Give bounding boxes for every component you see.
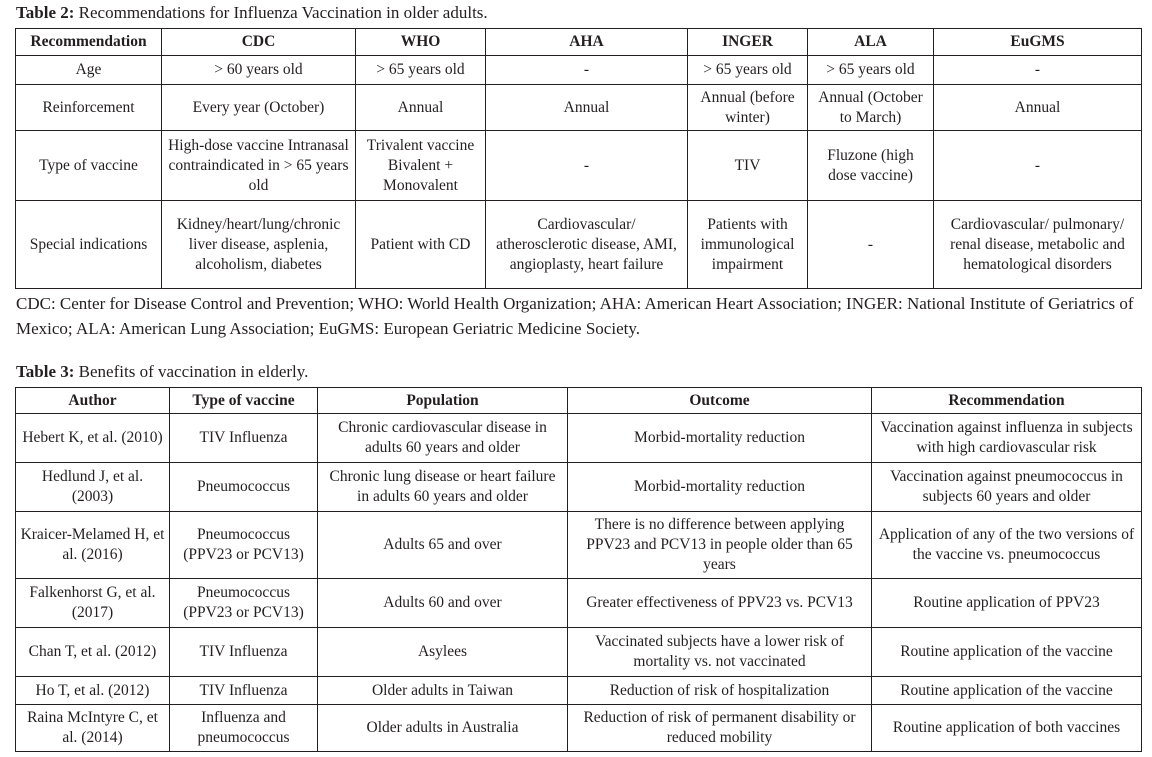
table3-cell: Routine application of the vaccine <box>872 677 1142 705</box>
table2-cell: - <box>486 56 688 85</box>
table3-header-row <box>16 388 1142 414</box>
table3-cell: Falkenhorst G, et al. (2017) <box>16 579 170 628</box>
table3-cell: Adults 60 and over <box>318 579 568 628</box>
table2-cell: - <box>934 56 1142 85</box>
table3-cell: Pneumococcus (PPV23 or PCV13) <box>170 579 318 628</box>
table2-cell: - <box>808 201 934 289</box>
table3-header-cell: Recommendation <box>872 388 1142 414</box>
table2-cell: - <box>486 131 688 201</box>
table2-cell: Kidney/heart/lung/chronic liver disease, asplenia, alcoholism, diabetes <box>162 201 356 289</box>
table3-cell: Ho T, et al. (2012) <box>16 677 170 705</box>
table2-row <box>16 85 1142 131</box>
table2-cell: TIV <box>688 131 808 201</box>
table3-cell: Routine application of the vaccine <box>872 628 1142 677</box>
table3-row <box>16 705 1142 752</box>
table2-row <box>16 56 1142 85</box>
table3-row <box>16 512 1142 579</box>
table3-cell: Reduction of risk of hospitalization <box>568 677 872 705</box>
table2-header-cell: ALA <box>808 29 934 56</box>
table3-row <box>16 463 1142 512</box>
table3-row <box>16 579 1142 628</box>
table2-header-cell: EuGMS <box>934 29 1142 56</box>
table2-cell: > 60 years old <box>162 56 356 85</box>
table3-cell: Routine application of PPV23 <box>872 579 1142 628</box>
table2-cell: Annual <box>486 85 688 131</box>
table3-cell: Morbid-mortality reduction <box>568 463 872 512</box>
table3-header-cell: Type of vaccine <box>170 388 318 414</box>
table2-cell: Every year (October) <box>162 85 356 131</box>
table3-cell: Reduction of risk of permanent disability or reduced mobility <box>568 705 872 752</box>
table2-cell: Type of vaccine <box>16 131 162 201</box>
table3-cell: Vaccination against influenza in subjects with high cardiovascular risk <box>872 414 1142 463</box>
table2-cell: Special indications <box>16 201 162 289</box>
table3-cell: There is no difference between applying PPV23 and PCV13 in people older than 65 years <box>568 512 872 579</box>
table2-cell: Trivalent vaccine Bivalent + Monovalent <box>356 131 486 201</box>
table2-header-cell: INGER <box>688 29 808 56</box>
table2-cell: > 65 years old <box>808 56 934 85</box>
table2-cell: Cardiovascular/ pulmonary/ renal disease, metabolic and hematological disorders <box>934 201 1142 289</box>
table3-cell: Influenza and pneumococcus <box>170 705 318 752</box>
table2-caption <box>16 3 488 23</box>
table3-row <box>16 628 1142 677</box>
table2-header-cell: Recommendation <box>16 29 162 56</box>
table3-cell: Hebert K, et al. (2010) <box>16 414 170 463</box>
table2-cell: High-dose vaccine Intranasal contraindicated in > 65 years old <box>162 131 356 201</box>
table3-cell: Raina McIntyre C, et al. (2014) <box>16 705 170 752</box>
table3-cell: Chronic cardiovascular disease in adults 60 years and older <box>318 414 568 463</box>
table3-cell: Kraicer-Melamed H, et al. (2016) <box>16 512 170 579</box>
table3-cell: Chan T, et al. (2012) <box>16 628 170 677</box>
table3-cell: TIV Influenza <box>170 677 318 705</box>
table2-cell: Annual (October to March) <box>808 85 934 131</box>
table2-cell: Annual <box>934 85 1142 131</box>
table3-cell: TIV Influenza <box>170 414 318 463</box>
table2-cell: - <box>934 131 1142 201</box>
table3-caption <box>16 362 308 382</box>
table2-cell: Age <box>16 56 162 85</box>
table3-cell: Pneumococcus <box>170 463 318 512</box>
table2-header-cell: WHO <box>356 29 486 56</box>
table3-cell: Older adults in Australia <box>318 705 568 752</box>
table2-cell: Annual (before winter) <box>688 85 808 131</box>
table3-header-cell: Author <box>16 388 170 414</box>
table2-cell: Annual <box>356 85 486 131</box>
table2-footnote: CDC: Center for Disease Control and Prevention; WHO: World Health Organization; AHA: American Heart Association; INGER: National Institute of Geriatrics of Mexico; ALA: American Lung Association; EuGMS: European Geriatric Medicine Society. <box>16 294 1134 338</box>
table3-vaccination-benefits <box>15 387 1142 752</box>
table2-row <box>16 131 1142 201</box>
table2-caption-text: Recommendations for Influenza Vaccination in older adults. <box>74 3 488 22</box>
table3-cell: Routine application of both vaccines <box>872 705 1142 752</box>
table3-cell: Adults 65 and over <box>318 512 568 579</box>
table2-cell: Patient with CD <box>356 201 486 289</box>
table3-cell: Older adults in Taiwan <box>318 677 568 705</box>
table3-caption-text: Benefits of vaccination in elderly. <box>74 362 309 381</box>
table3-row <box>16 677 1142 705</box>
table3-cell: Vaccination against pneumococcus in subjects 60 years and older <box>872 463 1142 512</box>
table3-cell: Vaccinated subjects have a lower risk of mortality vs. not vaccinated <box>568 628 872 677</box>
table2-row <box>16 201 1142 289</box>
table2-cell: Reinforcement <box>16 85 162 131</box>
table2-cell: Fluzone (high dose vaccine) <box>808 131 934 201</box>
table2-influenza-recommendations <box>15 28 1142 289</box>
table2-caption-label: Table 2: <box>16 3 75 22</box>
table2-cell: Patients with immunological impairment <box>688 201 808 289</box>
table2-cell: > 65 years old <box>688 56 808 85</box>
table3-cell: Morbid-mortality reduction <box>568 414 872 463</box>
table2-header-cell: CDC <box>162 29 356 56</box>
table3-cell: Application of any of the two versions of the vaccine vs. pneumococcus <box>872 512 1142 579</box>
table3-cell: Greater effectiveness of PPV23 vs. PCV13 <box>568 579 872 628</box>
table3-caption-label: Table 3: <box>16 362 75 381</box>
table3-cell: Asylees <box>318 628 568 677</box>
table3-cell: Hedlund J, et al. (2003) <box>16 463 170 512</box>
table2-header-row <box>16 29 1142 56</box>
table3-header-cell: Outcome <box>568 388 872 414</box>
table3-row <box>16 414 1142 463</box>
table3-cell: Chronic lung disease or heart failure in adults 60 years and older <box>318 463 568 512</box>
table3-cell: Pneumococcus (PPV23 or PCV13) <box>170 512 318 579</box>
table3-cell: TIV Influenza <box>170 628 318 677</box>
table2-cell: > 65 years old <box>356 56 486 85</box>
table2-cell: Cardiovascular/ atherosclerotic disease, AMI, angioplasty, heart failure <box>486 201 688 289</box>
table2-header-cell: AHA <box>486 29 688 56</box>
table3-header-cell: Population <box>318 388 568 414</box>
